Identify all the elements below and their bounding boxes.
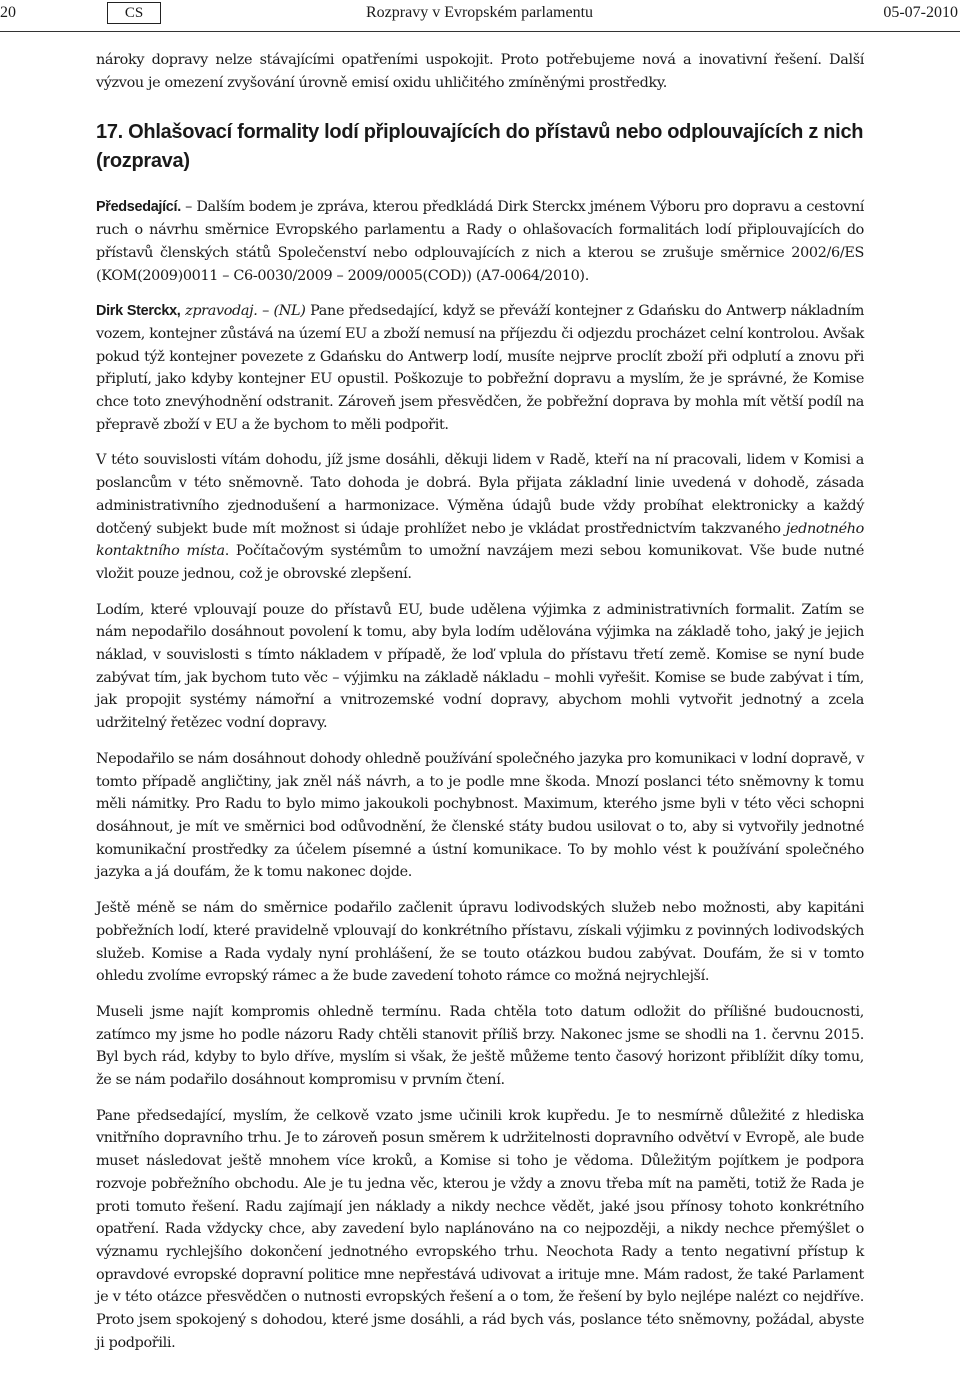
paragraph-text: . Počítačovým systémům to umožní navzájem mezi sebou komunikovat. Vše bude nutné vložit pouze jednou, což je obrovské zlepšení. — [96, 543, 864, 582]
paragraph: Pane předsedající, myslím, že celkově vzato jsme učinili krok kupředu. Je to nesmírně důležité z hlediska vnitřního dopravního trhu. Je to zároveň posun směrem k udržitelnosti dopravního odvětví v Evropě, ale bude muset následovat ještě mnohem více kroků, a Komise si toho je vědoma. Důležitým pojítkem je podpora rozvoje pobřežního obchodu. Ale je tu jedna věc, kterou je vždy a znovu třeba mít na paměti, totiž že Rada je proti tomuto řešení. Radu zajímají jen náklady a nikdy nechce vědět, jaké jsou přínosy tohoto konkrétního opatření. Rada vždycky chce, aby zavedení bylo naplánováno na co nejpozději, a nikdy nechce přemýšlet o významu rychlejšího dokončení jednotného evropského trhu. Neochota Rady a tento negativní přístup k opravdové evropské dopravní politice mne nepřestává udivovat a irituje mne. Mám radost, že také Parlament je v této otázce přesvědčen o nutnosti evropských řešení a o tom, že řešení by bylo nejlépe nalézt co nejdříve. Proto jsem spokojený s dohodou, které jsme dosáhli, a rád bych vás, poslance této sněmovny, požádal, abyste ji podpořili. — [96, 1107, 864, 1351]
paragraph: Ještě méně se nám do směrnice podařilo začlenit úpravu lodivodských služeb nebo možnosti, aby kapitáni pobřežních lodí, které pravidelně vplouvají do konkrétního přístavu, získali výjimku z povinných lodivodských služeb. Komise a Rada vydaly nyní prohlášení, že se touto otázkou budou zabývat. Doufám, že si v tomto ohledu zvolíme evropský rámec a že bude zavedení tohoto rámce co možná nejrychlejší. — [96, 900, 864, 985]
document-body — [96, 49, 864, 1367]
paragraph-text: V této souvislosti vítám dohodu, jíž jsme dosáhli, děkuji lidem v Radě, kteří na ní pracovali, lidem v Komisi a poslancům v této sněmovně. Tato dohoda je dobrá. Byla přijata základní linie uvedená v dohodě, zásada administrativního zjednodušení a harmonizace. Výměna údajů bude vždy probíhat elektronicky a každý dotčený subjekt bude mít možnost si údaje prohlížet nebo je vkládat prostřednictvím takzvaného — [96, 452, 864, 537]
dash: – — [257, 303, 274, 320]
italic-term: jednotného kontaktního místa — [96, 520, 864, 560]
header-date: 05-07-2010 — [883, 4, 958, 21]
paragraph-continuation: nároky dopravy nelze stávajícími opatřeními uspokojit. Proto potřebujeme nová a inovativní řešení. Další výzvou je omezení zvyšování úrovně emisí oxidu uhličitého zmíněnými prostředky. — [96, 52, 864, 91]
speaker-name: Dirk Sterckx, — [96, 303, 181, 320]
paragraph-rapporteur — [96, 300, 864, 436]
paragraph: Museli jsme najít kompromis ohledně termínu. Rada chtěla toto datum odložit do přílišné budoucnosti, zatímco my jsme ho podle názoru Rady chtěli stanovit příliš brzy. Nakonec jsme se shodli na 1. červnu 2015. Byl bych rád, kdyby to bylo dříve, myslím si však, že ještě můžeme tento časový horizont přiblížit díky tomu, že se nám podařilo dosáhnout kompromisu v prvním čtení. — [96, 1003, 864, 1089]
page-header — [0, 0, 960, 30]
page-number: 20 — [0, 4, 16, 21]
language-tag: (NL) — [273, 303, 306, 320]
paragraph-president — [96, 196, 864, 287]
header-rule — [0, 31, 960, 32]
speaker-role: zpravodaj. — [180, 303, 258, 320]
speaker-name: Předsedající. — [96, 199, 181, 216]
running-title: Rozpravy v Evropském parlamentu — [366, 4, 594, 21]
language-code-box: CS — [107, 2, 161, 24]
paragraph — [96, 449, 864, 585]
paragraph-text: Pane předsedající, když se převáží kontejner z Gdańsku do Antwerp nákladním vozem, kontejner zůstává na území EU a zboží nemusí na příjezdu či odjezdu procházet celní kontrolou. Avšak pokud týž kontejner povezete z Gdańsku do Antwerp lodí, musíte nejprve proclít zboží při odplutí a znovu při připlutí, jako kdyby kontejner EU opustil. Poškozuje to pobřežní dopravu a myslím, že je správné, že Komise chce toto znevýhodnění odstranit. Zároveň jsem přesvědčen, že pobřežní doprava by mohla mít větší podíl na přepravě zboží v EU a že bychom to měli podpořit. — [96, 303, 864, 433]
paragraph-text: – Dalším bodem je zpráva, kterou předkládá Dirk Sterckx jménem Výboru pro dopravu a cestovní ruch o návrhu směrnice Evropského parlamentu a Rady o ohlašovacích formalitách lodí připlouvajících do přístavů členských států Společenství nebo odplouvajících z nich a kterou se zrušuje směrnice 2002/6/ES (KOM(2009)0011 – C6-0030/2009 – 2009/0005(COD)) (A7-0064/2010). — [96, 199, 864, 284]
paragraph: Lodím, které vplouvají pouze do přístavů EU, bude udělena výjimka z administrativních formalit. Zatím se nám nepodařilo dosáhnout povolení k tomu, aby byla lodím udělována výjimka na základě toho, jaký je jejich náklad, v souvislosti s tímto nákladem v případě, že loď vplula do přístavu třetí země. Komise se nyní bude zabývat tím, jak bychom tuto věc – výjimku na základě nákladu – mohli vyřešit. Komise se bude zabývat i tím, jak propojit systémy námořní a vnitrozemské vodní dopravy, abychom mohli vytvořit jednotný a zcela udržitelný řetězec vodní dopravy. — [96, 601, 864, 732]
section-title: 17. Ohlašovací formality lodí připlouvajících do přístavů nebo odplouvajících z nich (rozprava) — [96, 121, 864, 173]
paragraph: Nepodařilo se nám dosáhnout dohody ohledně používání společného jazyka pro komunikaci v lodní dopravě, v tomto případě angličtiny, jak zněl náš návrh, a to je podle mne škoda. Mnozí poslanci této sněmovny k tomu měli námitky. Pro Radu to bylo mimo jakoukoli pochybnost. Maximum, kterého jsme byli v této věci schopni dosáhnout, je mít ve směrnici bod odůvodnění, že členské státy budou usilovat o to, aby si vytvořily jednotné komunikační prostředky za účelem písemné a ústní komunikace. To by mohlo vést k používání společného jazyka a já doufám, že k tomu nakonec dojde. — [96, 750, 864, 881]
